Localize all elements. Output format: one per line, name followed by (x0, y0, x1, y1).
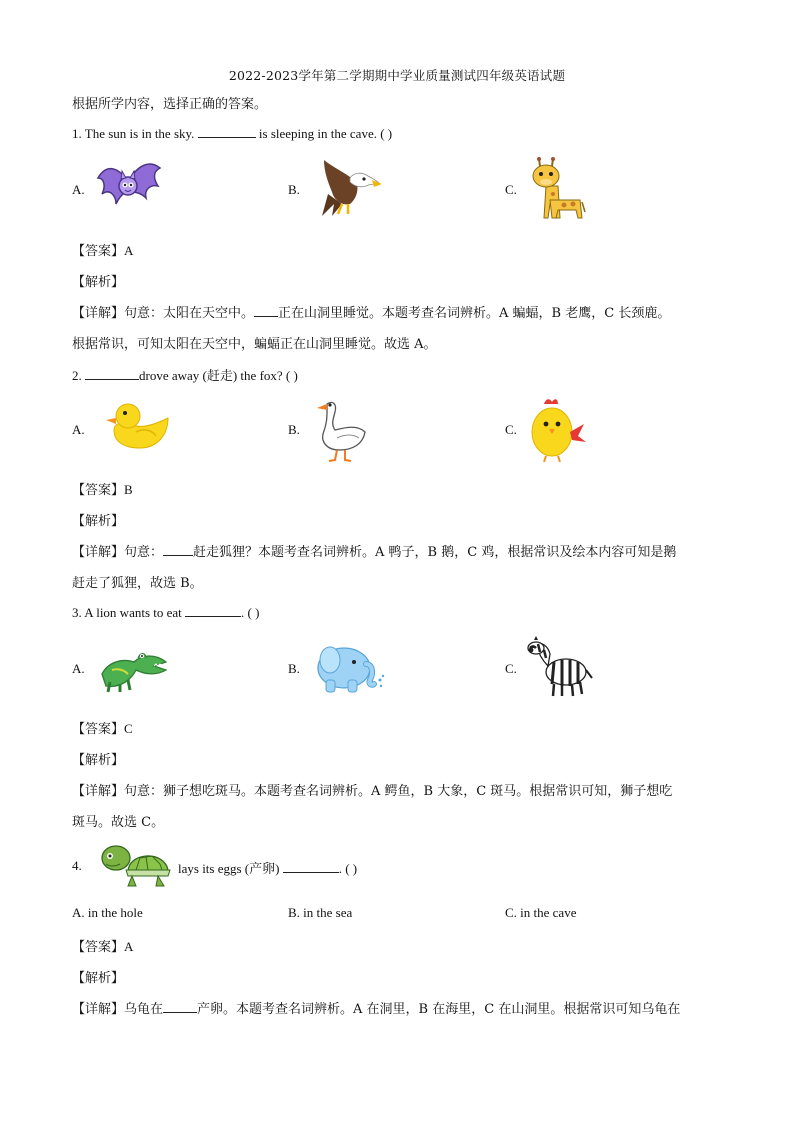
option-c: C. in the cave (505, 905, 577, 920)
answer-value: A (124, 939, 134, 954)
question-1 (72, 125, 392, 142)
turtle-icon (98, 842, 174, 888)
analysis-1-label: 【解析】 (72, 275, 125, 290)
option-a-label: A. (72, 182, 85, 197)
detail-4 (72, 998, 680, 1017)
option-a: A. in the hole (72, 905, 143, 920)
answer-blank (198, 125, 256, 138)
option-c-label: C. (505, 422, 517, 437)
option-c-label: C. (505, 182, 517, 197)
detail-3-line2: 斑马。故选 C。 (72, 815, 165, 830)
answer-value: A (124, 243, 134, 258)
detail-label: 【详解】 (72, 1002, 125, 1017)
question-2-suffix: drove away (赶走) the fox? ( ) (139, 368, 298, 383)
zebra-icon (526, 636, 594, 698)
analysis-3-label: 【解析】 (72, 753, 125, 768)
crocodile-icon (98, 640, 170, 694)
option-c-label: C. (505, 661, 517, 676)
answer-label: 【答案】 (72, 722, 125, 737)
answer-blank (163, 543, 193, 556)
detail-2-line2: 赶走了狐狸，故选 B。 (72, 576, 203, 591)
detail-text: 句意：太阳在天空中。 (124, 306, 255, 321)
detail-text: 句意： (124, 545, 164, 560)
answer-blank (163, 1000, 197, 1013)
answer-1 (72, 240, 133, 259)
bat-icon (94, 156, 162, 214)
question-3 (72, 604, 259, 621)
question-2-prefix: 2. (72, 368, 82, 383)
detail-1 (72, 302, 670, 321)
detail-text: 赶走狐狸？本题考查名词辨析。A 鸭子，B 鹅，C 鸡，根据常识及绘本内容可知是鹅 (193, 545, 677, 560)
detail-label: 【详解】 (72, 306, 125, 321)
answer-blank (185, 604, 241, 617)
answer-blank (283, 860, 339, 873)
answer-label: 【答案】 (72, 244, 125, 259)
option-b: B. in the sea (288, 905, 353, 920)
giraffe-icon (528, 156, 586, 222)
detail-2 (72, 541, 676, 560)
answer-2 (72, 479, 133, 498)
detail-text: 乌龟在 (124, 1002, 164, 1017)
detail-text: 正在山洞里睡觉。本题考查名词辨析。A 蝙蝠，B 老鹰，C 长颈鹿。 (278, 306, 671, 321)
question-4-number: 4. (72, 858, 82, 873)
analysis-4-label: 【解析】 (72, 971, 125, 986)
option-b-label: B. (288, 182, 300, 197)
answer-blank (85, 367, 139, 380)
option-b-label: B. (288, 661, 300, 676)
question-1-prefix: 1. The sun is in the sky. (72, 126, 195, 141)
page-title: 2022-2023学年第二学期期中学业质量测试四年级英语试题 (228, 68, 566, 83)
question-2 (72, 365, 298, 384)
answer-value: B (124, 482, 133, 497)
answer-label: 【答案】 (72, 483, 125, 498)
elephant-icon (314, 640, 386, 694)
option-a-label: A. (72, 661, 85, 676)
eagle-icon (314, 154, 384, 218)
analysis-2-label: 【解析】 (72, 514, 125, 529)
chicken-icon (526, 396, 588, 462)
goose-icon (313, 394, 369, 462)
question-3-suffix: . ( ) (241, 605, 260, 620)
detail-3 (72, 780, 672, 799)
answer-3 (72, 718, 133, 737)
detail-1-line2: 根据常识，可知太阳在天空中，蝙蝠正在山洞里睡觉。故选 A。 (72, 337, 437, 352)
detail-text: 产卵。本题考查名词辨析。A 在洞里，B 在海里，C 在山洞里。根据常识可知乌龟在 (197, 1002, 681, 1017)
option-b-label: B. (288, 422, 300, 437)
detail-text: 句意：狮子想吃斑马。本题考查名词辨析。A 鳄鱼，B 大象，C 斑马。根据常识可知，狮子想吃 (124, 784, 673, 799)
question-4-suffix: . ( ) (338, 861, 358, 876)
answer-4 (72, 936, 133, 955)
option-a-label: A. (72, 422, 85, 437)
detail-label: 【详解】 (72, 545, 125, 560)
question-1-suffix: is sleeping in the cave. ( ) (258, 126, 393, 141)
answer-value: C (124, 721, 133, 736)
question-4-text: lays its eggs (产卵) (178, 861, 280, 876)
question-4 (178, 858, 357, 877)
question-3-prefix: 3. A lion wants to eat (72, 605, 182, 620)
answer-blank (254, 304, 278, 317)
detail-label: 【详解】 (72, 784, 125, 799)
answer-label: 【答案】 (72, 940, 125, 955)
instruction: 根据所学内容，选择正确的答案。 (72, 97, 268, 112)
duck-icon (106, 398, 172, 454)
